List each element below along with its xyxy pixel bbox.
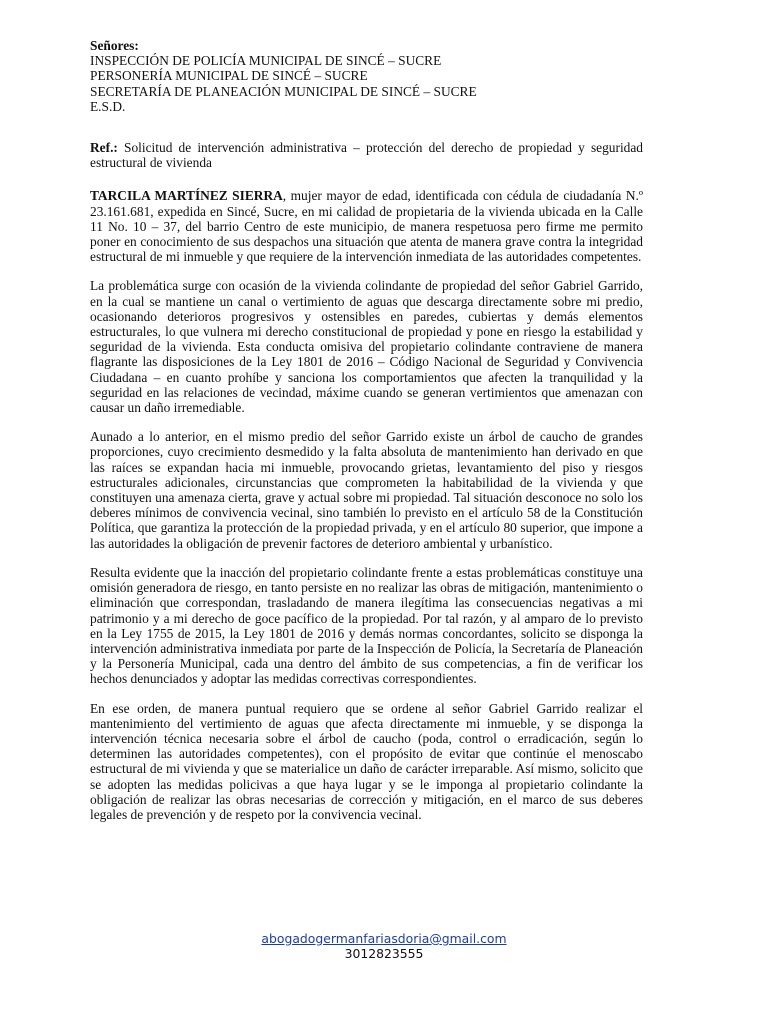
recipient-line: INSPECCIÓN DE POLICÍA MUNICIPAL DE SINCÉ – SUCRE: [90, 53, 442, 69]
email-link[interactable]: abogadogermanfariasdoria@gmail.com: [261, 931, 507, 946]
recipient-line: SECRETARÍA DE PLANEACIÓN MUNICIPAL DE SINCÉ – SUCRE: [90, 83, 477, 99]
body-paragraph: La problemática surge con ocasión de la vivienda colindante de propiedad del señor Gabriel Garrido, en la cual se mantiene un canal o vertimiento de aguas que descarga directamente sobre mi predio, ocasionando deterioros progresivos y ostensibles en paredes, cubiertas y demás elementos estructurales, lo que vulnera mi derecho constitucional de propiedad y pone en riesgo la estabilidad y seguridad de la vivienda. Esta conducta omisiva del propietario colindante contraviene de manera flagrante las disposiciones de la Ley 1801 de 2016 – Código Nacional de Seguridad y Convivencia Ciudadana – en cuanto prohíbe y sanciona los comportamientos que afecten la tranquilidad y la seguridad en las relaciones de vecindad, máxime cuando se generan vertimientos que amenazan con causar un daño irremediable.: [90, 278, 643, 416]
intro-paragraph: [90, 188, 643, 264]
salutation: Señores:: [90, 38, 139, 53]
body-paragraph: En ese orden, de manera puntual requiero que se ordene al señor Gabriel Garrido realizar el mantenimiento del vertimiento de aguas que afecta directamente mi inmueble, y se disponga la intervención técnica necesaria sobre el árbol de caucho (poda, control o erradicación, según lo determinen las autoridades competentes), con el propósito de evitar que continúe el menoscabo estructural de mi vivienda y que se materialice un daño de carácter irreparable. Así mismo, solicito que se adopten las medidas policivas a que haya lugar y se le imponga al propietario colindante la obligación de realizar las obras necesarias de corrección y mitigación, en el marco de sus deberes legales de prevención y de respeto por la convivencia vecinal.: [90, 700, 643, 822]
recipients-block: [90, 38, 643, 114]
recipient-line: PERSONERÍA MUNICIPAL DE SINCÉ – SUCRE: [90, 68, 368, 84]
letter-body: [90, 38, 643, 822]
reference-line: [90, 140, 643, 170]
recipient-line: E.S.D.: [90, 98, 126, 114]
reference-label: Ref.:: [90, 140, 118, 156]
intro-text: , mujer mayor de edad, identificada con cédula de ciudadanía N.º 23.161.681, expedida en Sincé, Sucre, en mi calidad de propietaria de la vivienda ubicada en la Calle 11 No. 10 – 37, del barrio Centro de este municipio, de manera respetuosa pero firme me permito poner en conocimiento de sus despachos una situación que atenta de manera grave contra la integridad estructural de mi inmueble y que requiere de la intervención inmediata de las autoridades competentes.: [90, 188, 643, 265]
footer-contact: [0, 931, 768, 961]
petitioner-name: TARCILA MARTÍNEZ SIERRA: [90, 188, 283, 204]
reference-text: Solicitud de intervención administrativa – protección del derecho de propiedad y seguridad estructural de vivienda: [90, 140, 643, 171]
body-paragraph: Resulta evidente que la inacción del propietario colindante frente a estas problemáticas constituye una omisión generadora de riesgo, en tanto persiste en no realizar las obras de mitigación, mantenimiento o eliminación que correspondan, trasladando de manera ilegítima las consecuencias negativas a mi patrimonio y a mi derecho de goce pacífico de la propiedad. Por tal razón, y al amparo de lo previsto en la Ley 1755 de 2015, la Ley 1801 de 2016 y demás normas concordantes, solicito se disponga la intervención administrativa inmediata por parte de la Inspección de Policía, la Secretaría de Planeación y la Personería Municipal, cada una dentro del ámbito de sus competencias, a fin de verificar los hechos denunciados y adoptar las medidas correctivas correspondientes.: [90, 564, 643, 687]
phone-number: 3012823555: [344, 946, 424, 961]
body-paragraph: Aunado a lo anterior, en el mismo predio del señor Garrido existe un árbol de caucho de grandes proporciones, cuyo crecimiento desmedido y la falta absoluta de mantenimiento han derivado en que las raíces se expandan hacia mi inmueble, provocando grietas, levantamiento del piso y riesgos estructurales adicionales, circunstancias que comprometen la habitabilidad de la vivienda y que constituyen una amenaza cierta, grave y actual sobre mi propiedad. Tal situación desconoce no solo los deberes mínimos de convivencia vecinal, sino también lo previsto en el artículo 58 de la Constitución Política, que garantiza la protección de la propiedad privada, y en el artículo 80 superior, que impone a las autoridades la obligación de prevenir factores de deterioro ambiental y urbanístico.: [90, 429, 643, 551]
